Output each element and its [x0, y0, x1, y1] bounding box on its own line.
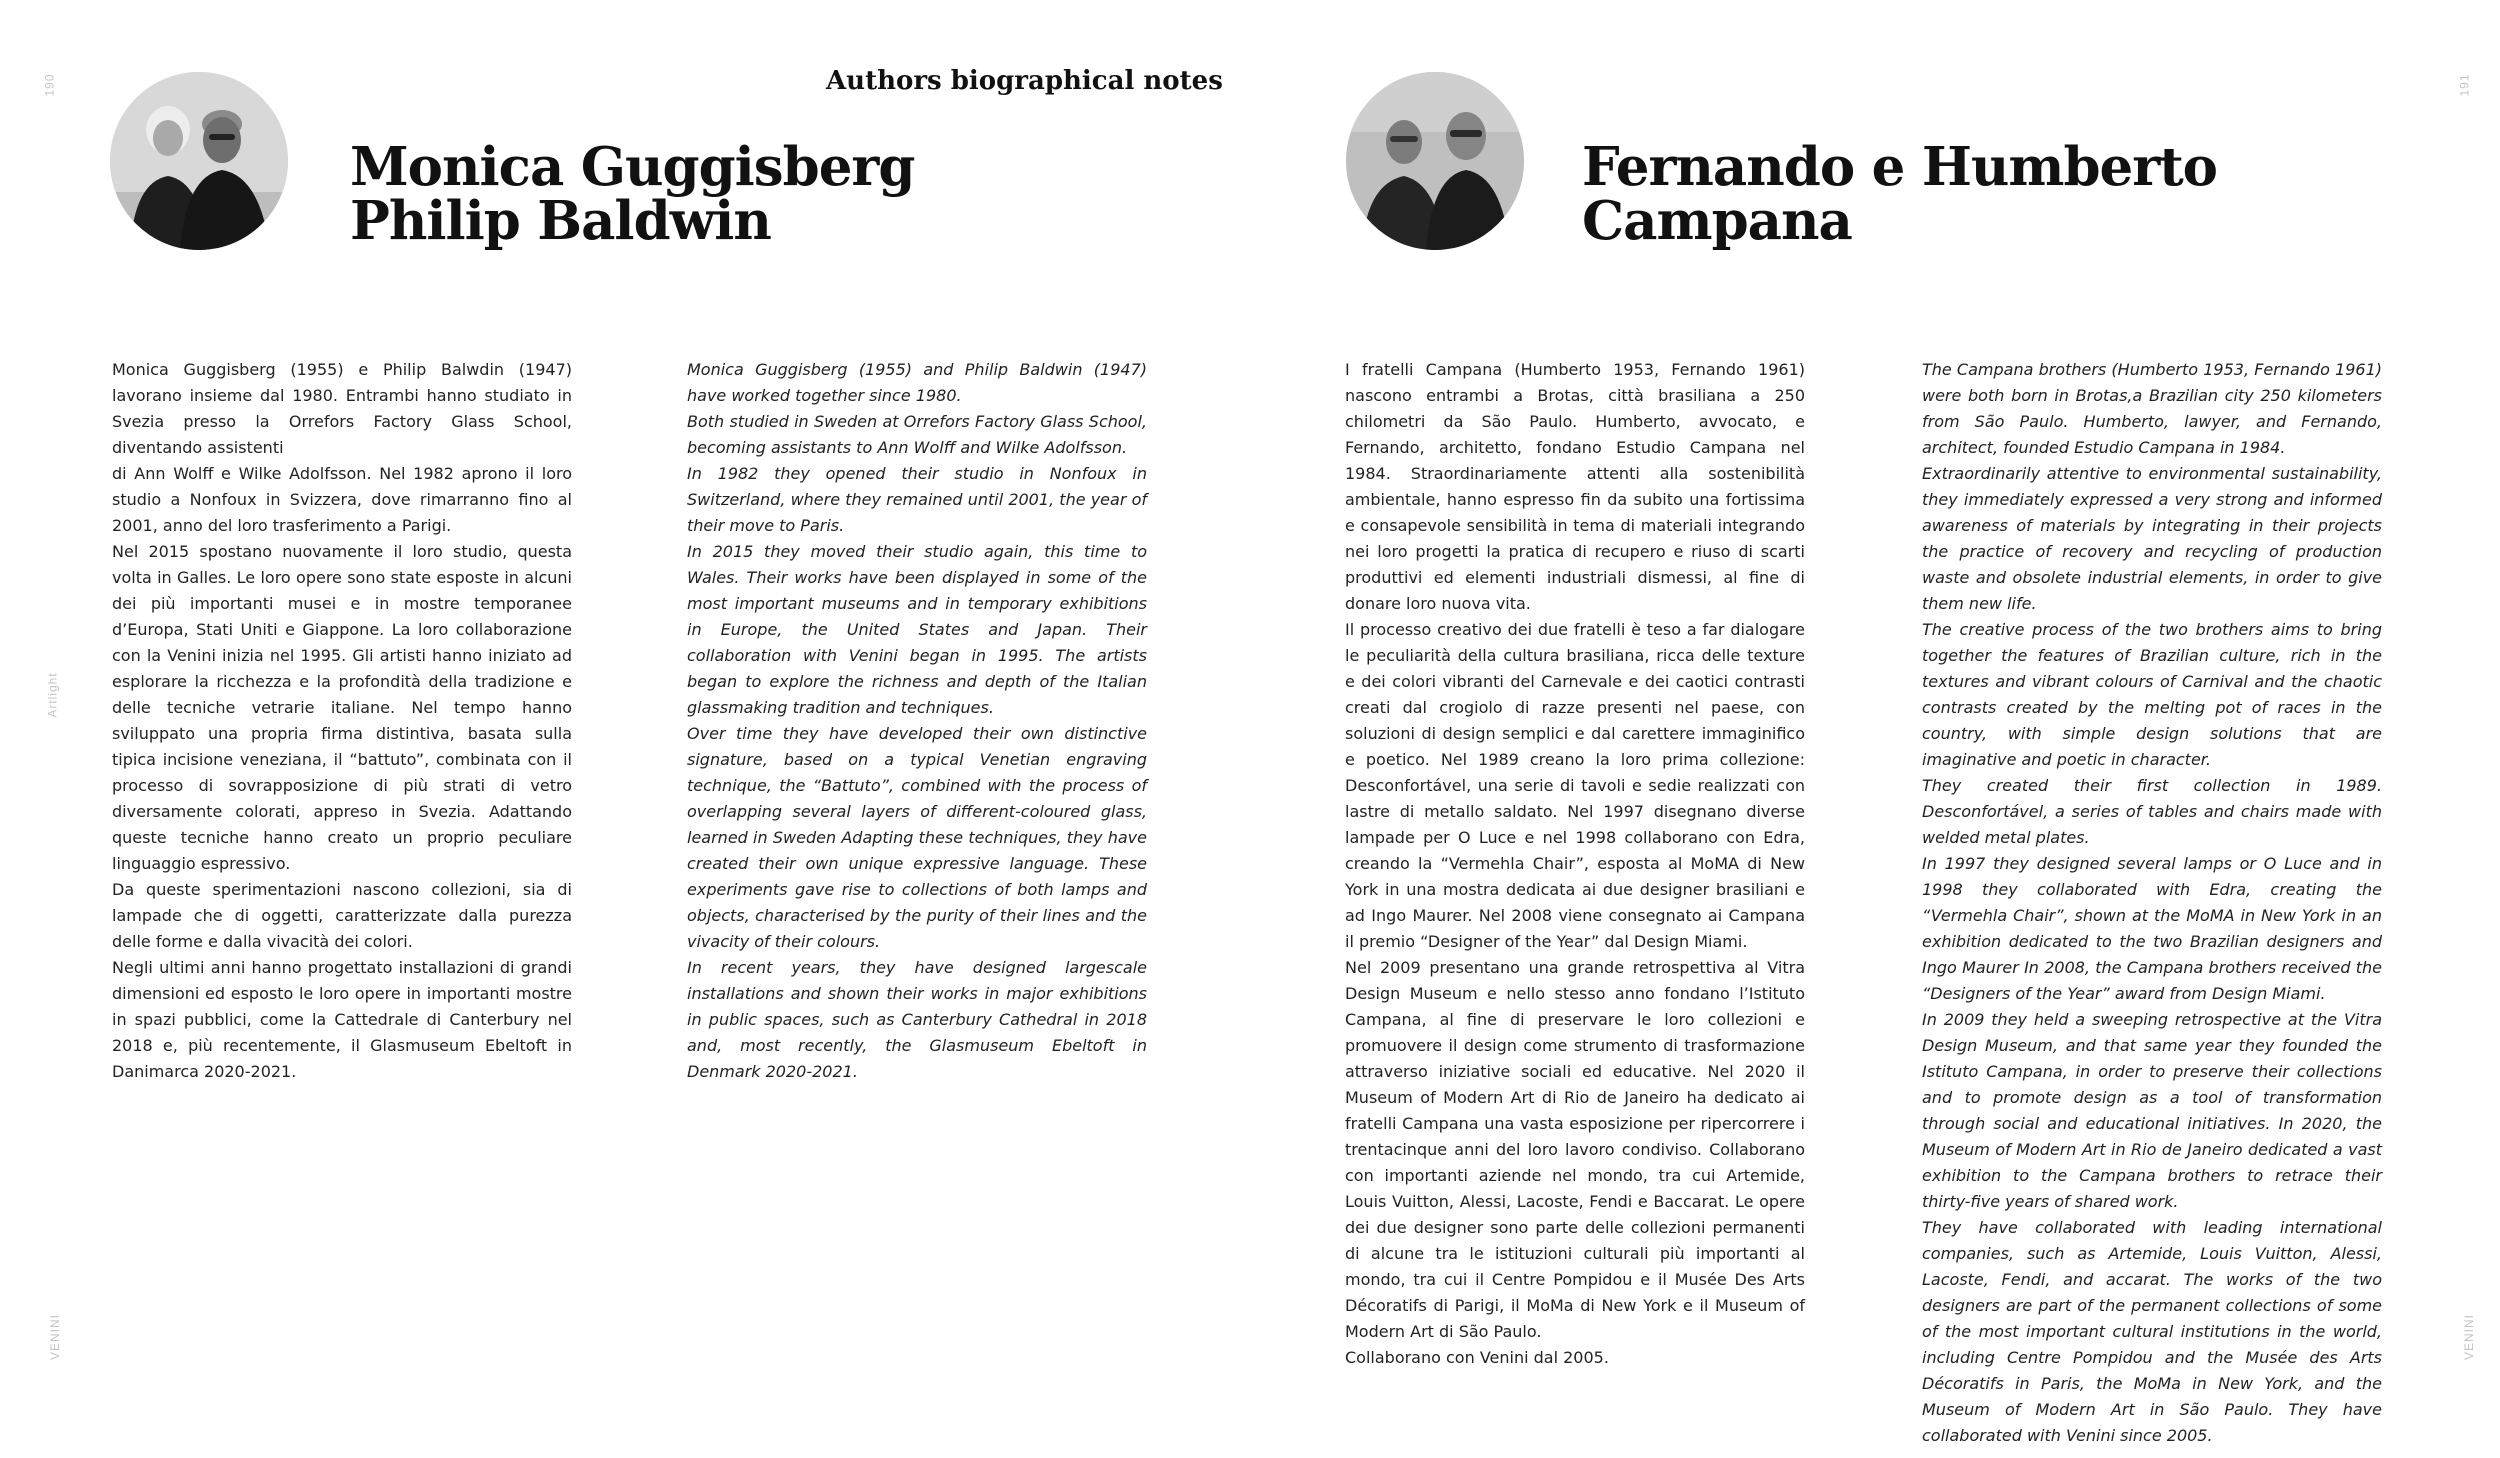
name-line: Campana: [1582, 190, 1852, 252]
section-title: Authors biographical notes: [826, 66, 1223, 96]
name-line: Monica Guggisberg: [350, 136, 915, 198]
name-line: Fernando e Humberto: [1582, 136, 2218, 198]
bio-paragraph: Il processo creativo dei due fratelli è teso a far dialogare le peculiarità della cultura brasiliana, ricca delle texture e dei colori vibranti del Carnevale e dei caotici contrasti creati dal crogiolo di razze presenti nel paese, con soluzioni di design semplici e dal carettere immaginifico e poetico. Nel 1989 creano la loro prima collezione: Desconfortável, una serie di tavoli e sedie realizzati con lastre di metallo saldato. Nel 1997 disegnano diverse lampade per O Luce e nel 1998 collaborano con Edra, creando la “Vermehla Chair”, esposta al MoMA di New York in una mostra dedicata ai due designer brasiliani e ad Ingo Maurer. Nel 2008 viene consegnato ai Campana il premio “Designer of the Year” dal Design Miami.: [1345, 620, 1805, 951]
bio-paragraph: In 2009 they held a sweeping retrospective at the Vitra Design Museum, and that same year they founded the Istituto Campana, in order to preserve their collections and to promote design as a tool of transformation through social and educational initiatives. In 2020, the Museum of Modern Art in Rio de Janeiro dedicated a vast exhibition to the Campana brothers to retrace their thirty-five years of shared work.: [1922, 1010, 2382, 1211]
bio-paragraph: Both studied in Sweden at Orrefors Factory Glass School, becoming assistants to Ann Wolff and Wilke Adolfsson.: [687, 412, 1147, 457]
bio-paragraph: In 2015 they moved their studio again, this time to Wales. Their works have been displayed in some of the most important museums and in temporary exhibitions in Europe, the United States and Japan. Their collaboration with Venini began in 1995. The artists began to explore the richness and depth of the Italian glassmaking tradition and techniques.: [687, 542, 1147, 717]
bio-campana-italian: [1345, 357, 1805, 1371]
portrait-campana: [1346, 72, 1524, 250]
bio-campana-english: [1922, 357, 2382, 1449]
bio-paragraph: Nel 2009 presentano una grande retrospettiva al Vitra Design Museum e nello stesso anno fondano l’Istituto Campana, al fine di preservare le loro collezioni e promuovere il design come strumento di trasformazione attraverso iniziative sociali ed educative. Nel 2020 il Museum of Modern Art di Rio de Janeiro ha dedicato ai fratelli Campana una vasta esposizione per ripercorrere i trentacinque anni del loro lavoro condiviso. Collaborano con importanti aziende nel mondo, tra cui Artemide, Louis Vuitton, Alessi, Lacoste, Fendi e Baccarat. Le opere dei due designer sono parte delle collezioni permanenti di alcune tra le istituzioni culturali più importanti al mondo, tra cui il Centre Pompidou e il Musée Des Arts Décoratifs di Parigi, il MoMa di New York e il Museum of Modern Art di São Paulo.: [1345, 958, 1805, 1341]
bio-paragraph: The creative process of the two brothers aims to bring together the features of Brazilian culture, rich in the textures and vibrant colours of Carnival and the chaotic contrasts created by the melting pot of races in the country, with simple design solutions that are imaginative and poetic in character.: [1922, 620, 2382, 769]
portrait-photo: [1346, 72, 1524, 250]
bio-paragraph: Negli ultimi anni hanno progettato installazioni di grandi dimensioni ed esposto le loro opere in importanti mostre in spazi pubblici, come la Cattedrale di Canterbury nel 2018 e, più recentemente, il Glasmuseum Ebeltoft in Danimarca 2020-2021.: [112, 958, 572, 1081]
portrait-guggisberg-baldwin: [110, 72, 288, 250]
bio-paragraph: Over time they have developed their own distinctive signature, based on a typical Venetian engraving technique, the “Battuto”, combined with the process of overlapping several layers of different-coloured glass, learned in Sweden Adapting these techniques, they have created their own unique expressive language. These experiments gave rise to collections of both lamps and objects, characterised by the purity of their lines and the vivacity of their colours.: [687, 724, 1147, 951]
bio-guggisberg-baldwin-english: [687, 357, 1147, 1085]
bio-paragraph: Nel 2015 spostano nuovamente il loro studio, questa volta in Galles. Le loro opere sono state esposte in alcuni dei più importanti musei e in mostre temporanee d’Europa, Stati Uniti e Giappone. La loro collaborazione con la Venini inizia nel 1995. Gli artisti hanno iniziato ad esplorare la ricchezza e la profondità della tradizione e delle tecniche vetrarie italiane. Nel tempo hanno sviluppato una propria firma distintiva, basata sulla tipica incisione veneziana, il “battuto”, combinata con il processo di sovrapposizione di più strati di vetro diversamente colorati, appreso in Svezia. Adattando queste tecniche hanno creato un proprio peculiare linguaggio espressivo.: [112, 542, 572, 873]
footer-brand-right: VENINI: [2462, 1313, 2477, 1361]
bio-paragraph: Monica Guggisberg (1955) and Philip Baldwin (1947) have worked together since 1980.: [687, 360, 1147, 405]
bio-paragraph: Monica Guggisberg (1955) e Philip Balwdin (1947) lavorano insieme dal 1980. Entrambi hanno studiato in Svezia presso la Orrefors Factory Glass School, diventando assistenti: [112, 360, 572, 457]
bio-paragraph: In 1997 they designed several lamps or O Luce and in 1998 they collaborated with Edra, creating the “Vermehla Chair”, shown at the MoMA in New York in an exhibition dedicated to the two Brazilian designers and Ingo Maurer In 2008, the Campana brothers received the “Designers of the Year” award from Design Miami.: [1922, 854, 2382, 1003]
bio-paragraph: They created their first collection in 1989. Desconfortável, a series of tables and chairs made with welded metal plates.: [1922, 776, 2382, 847]
bio-paragraph: In recent years, they have designed largescale installations and shown their works in major exhibitions in public spaces, such as Canterbury Cathedral in 2018 and, most recently, the Glasmuseum Ebeltoft in Denmark 2020-2021.: [687, 958, 1147, 1081]
name-line: Philip Baldwin: [350, 190, 771, 252]
footer-brand-left: VENINI: [48, 1313, 63, 1361]
bio-paragraph: In 1982 they opened their studio in Nonfoux in Switzerland, where they remained until 2001, the year of their move to Paris.: [687, 464, 1147, 535]
bio-paragraph: di Ann Wolff e Wilke Adolfsson. Nel 1982 aprono il loro studio a Nonfoux in Svizzera, dove rimarranno fino al 2001, anno del loro trasferimento a Parigi.: [112, 464, 572, 535]
page-number-left: 190: [42, 73, 57, 97]
bio-paragraph: Collaborano con Venini dal 2005.: [1345, 1348, 1609, 1367]
page-number-right: 191: [2457, 73, 2472, 97]
bio-paragraph: Da queste sperimentazioni nascono collezioni, sia di lampade che di oggetti, caratterizzate dalla purezza delle forme e dalla vivacità dei colori.: [112, 880, 572, 951]
bio-paragraph: The Campana brothers (Humberto 1953, Fernando 1961) were both born in Brotas,a Brazilian city 250 kilometers from São Paulo. Humberto, lawyer, and Fernando, architect, founded Estudio Campana in 1984.: [1922, 360, 2382, 457]
portrait-photo: [110, 72, 288, 250]
bio-paragraph: I fratelli Campana (Humberto 1953, Fernando 1961) nascono entrambi a Brotas, città brasiliana a 250 chilometri da São Paulo. Humberto, avvocato, e Fernando, architetto, fondano Estudio Campana nel 1984. Straordinariamente attenti alla sostenibilità ambientale, hanno espresso fin da subito una fortissima e consapevole sensibilità in tema di materiali integrando nei loro progetti la pratica di recupero e riuso di scarti produttivi ed elementi industriali dismessi, al fine di donare loro nuova vita.: [1345, 360, 1805, 613]
running-header-left: Artlight: [45, 672, 60, 718]
bio-paragraph: Extraordinarily attentive to environmental sustainability, they immediately expressed a very strong and informed awareness of materials by integrating in their projects the practice of recovery and recycling of production waste and obsolete industrial elements, in order to give them new life.: [1922, 464, 2382, 613]
bio-paragraph: They have collaborated with leading international companies, such as Artemide, Louis Vuitton, Alessi, Lacoste, Fendi, and accarat. The works of the two designers are part of the permanent collections of some of the most important cultural institutions in the world, including Centre Pompidou and the Musée des Arts Décoratifs in Paris, the MoMa in New York, and the Museum of Modern Art in São Paulo. They have collaborated with Venini since 2005.: [1922, 1218, 2382, 1445]
name-guggisberg-baldwin: [350, 136, 915, 252]
name-campana: [1582, 136, 2218, 252]
bio-guggisberg-baldwin-italian: [112, 357, 572, 1085]
